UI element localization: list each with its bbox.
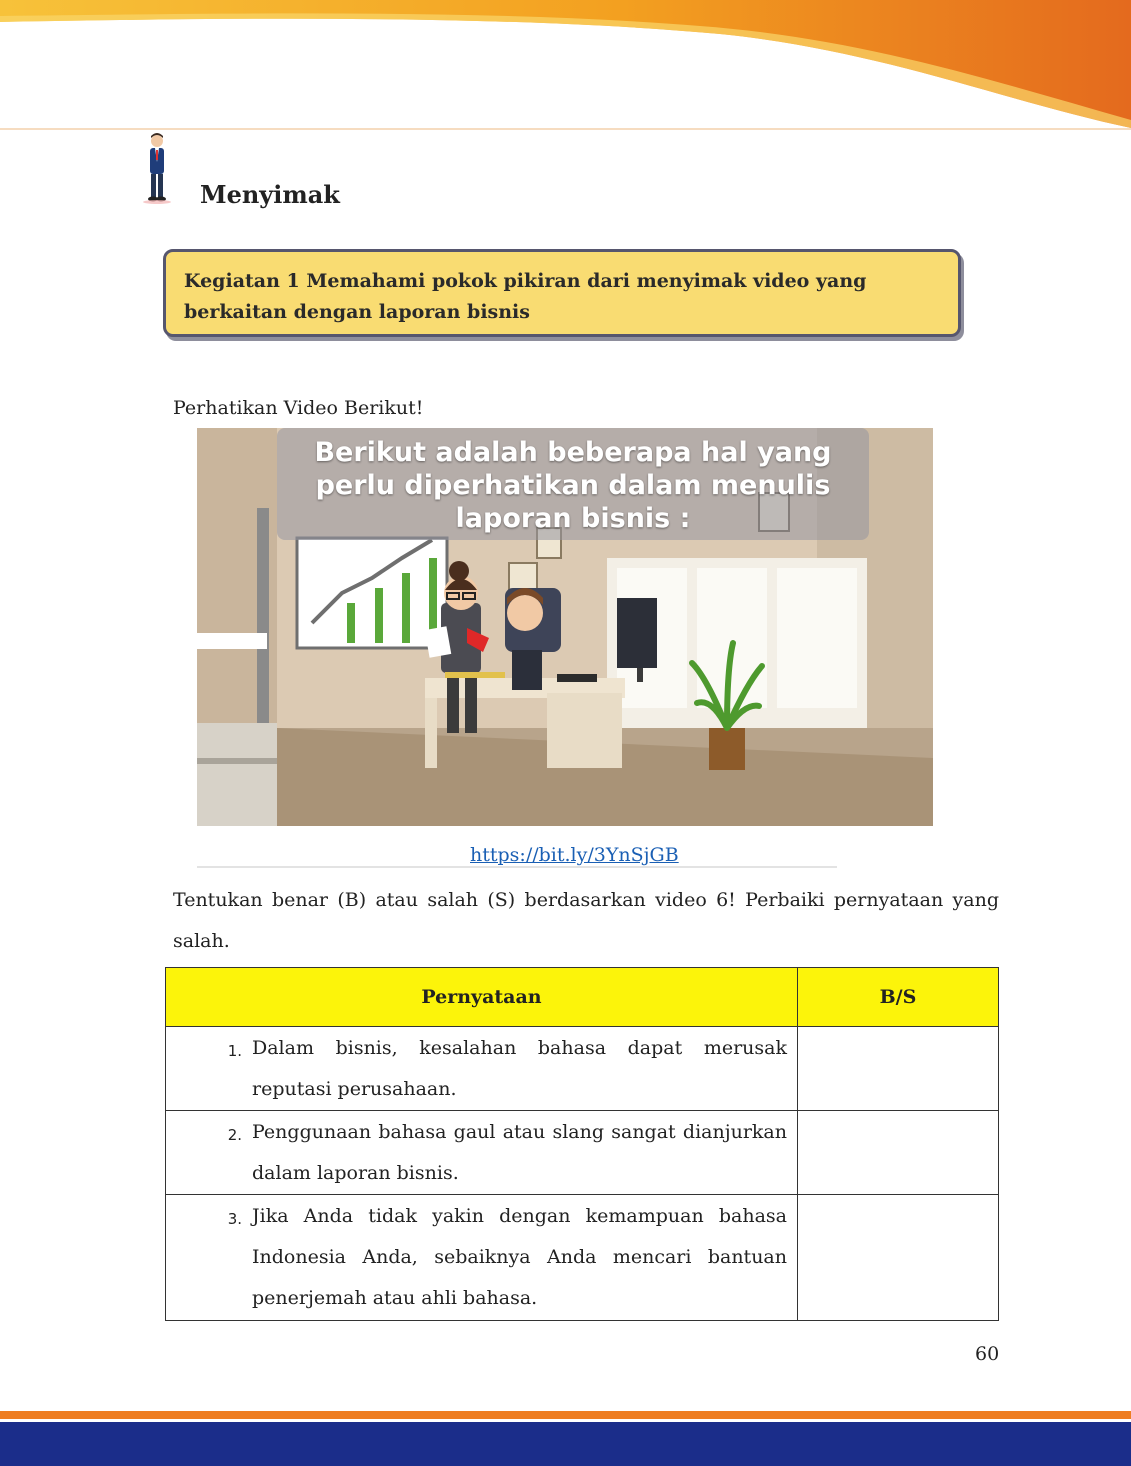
answer-cell[interactable] — [798, 1111, 999, 1195]
row-statement: Penggunaan bahasa gaul atau slang sangat dianjurkan dalam laporan bisnis. — [252, 1111, 798, 1195]
header-answer: B/S — [798, 968, 999, 1027]
table-row — [166, 1111, 999, 1195]
row-statement: Jika Anda tidak yakin dengan kemampuan bahasa Indonesia Anda, sebaiknya Anda mencari bantuan penerjemah atau ahli bahasa. — [252, 1195, 798, 1321]
video-thumbnail[interactable] — [197, 428, 933, 826]
row-number: 2. — [166, 1111, 253, 1195]
statement-table — [165, 967, 999, 1321]
row-number: 3. — [166, 1195, 253, 1321]
footer-orange-bar — [0, 1411, 1131, 1419]
answer-cell[interactable] — [798, 1195, 999, 1321]
activity-title: Kegiatan 1 Memahami pokok pikiran dari menyimak video yang berkaitan dengan laporan bisnis — [184, 270, 867, 323]
table-header-row — [166, 968, 999, 1027]
section-title: Menyimak — [200, 180, 340, 209]
row-statement: Dalam bisnis, kesalahan bahasa dapat merusak reputasi perusahaan. — [252, 1027, 798, 1111]
header-rule — [0, 128, 1131, 130]
video-link[interactable]: https://bit.ly/3YnSjGB — [470, 844, 679, 866]
header-statement: Pernyataan — [166, 968, 798, 1027]
header-wave-decoration — [0, 0, 1131, 140]
video-caption: Berikut adalah beberapa hal yang perlu diperhatikan dalam menulis laporan bisnis : — [314, 437, 832, 534]
answer-cell[interactable] — [798, 1027, 999, 1111]
footer-blue-bar — [0, 1422, 1131, 1466]
instruction-text: Tentukan benar (B) atau salah (S) berdasarkan video 6! Perbaiki pernyataan yang salah. — [173, 889, 999, 952]
table-row — [166, 1027, 999, 1111]
row-number: 1. — [166, 1027, 253, 1111]
person-standing-icon — [140, 132, 174, 204]
table-row — [166, 1195, 999, 1321]
page-number: 60 — [975, 1343, 1000, 1365]
activity-box — [163, 249, 961, 337]
intro-text: Perhatikan Video Berikut! — [173, 397, 424, 419]
url-rule — [197, 866, 837, 868]
